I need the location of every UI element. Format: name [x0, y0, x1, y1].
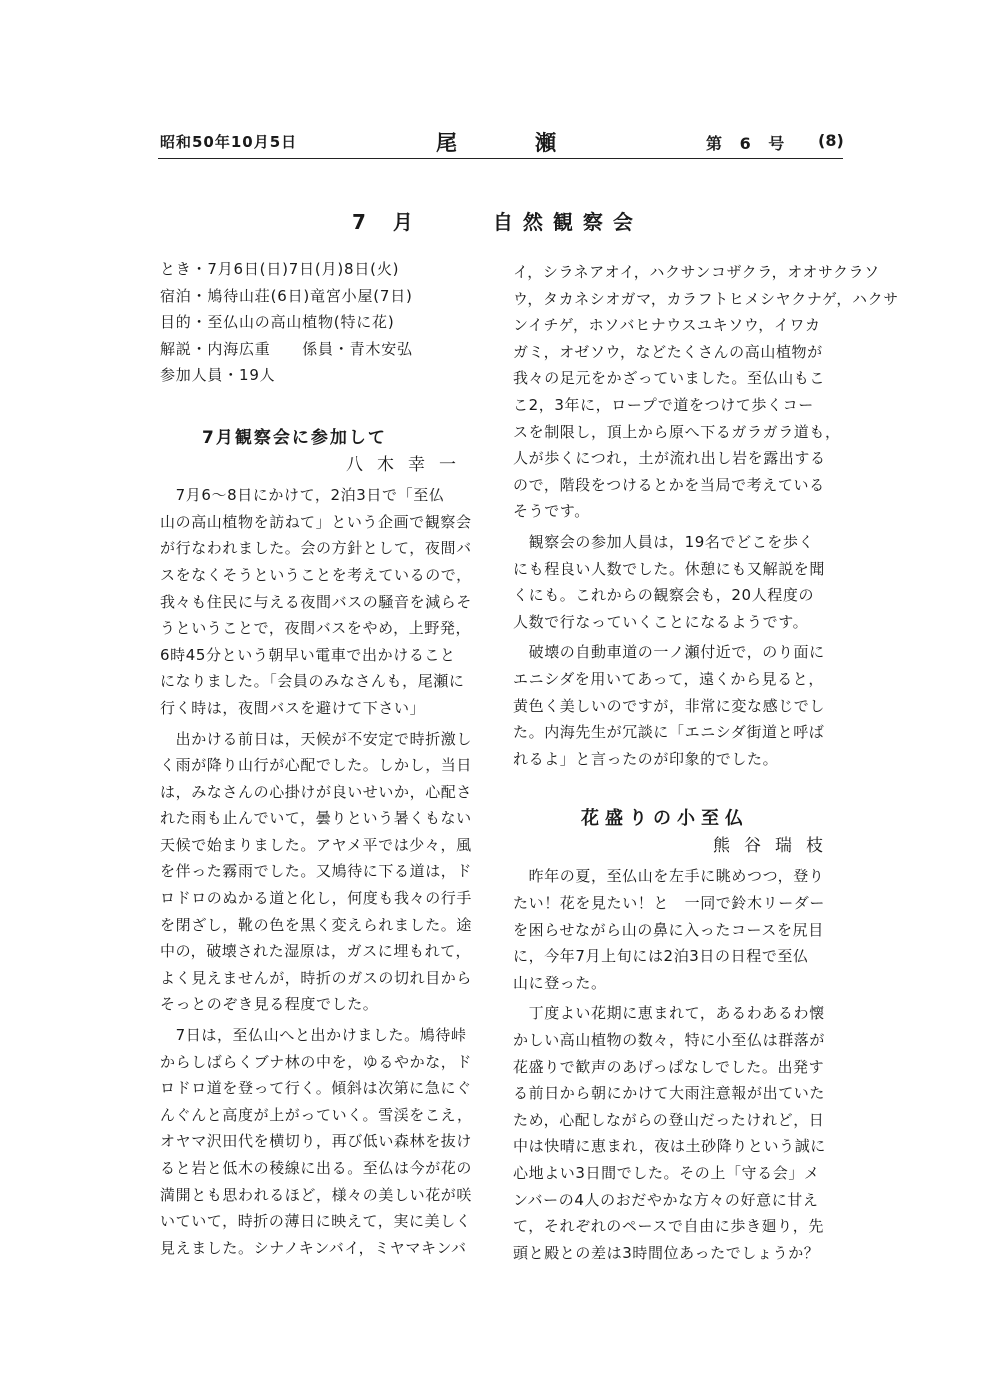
text-line: かしい高山植物の数々，特に小至仏は群落が — [513, 1031, 826, 1050]
text-line: こ2，3年に，ロープで道をつけて歩くコー — [513, 395, 814, 414]
text-line: ロドロのぬかる道と化し，何度も我々の行手 — [160, 889, 473, 908]
article-title: 花盛りの小至仏 — [581, 808, 749, 830]
event-info — [160, 256, 478, 389]
text-line: たい！花を見たい！と 一同で鈴木リーダー — [513, 894, 826, 913]
text-line: 昨年の夏，至仏山を左手に眺めつつ，登り — [513, 867, 825, 886]
text-line: くにも。これからの観察会も，20人程度の — [513, 586, 815, 605]
event-name: 自然観察会 — [492, 210, 643, 234]
event-month: 7 月 — [352, 210, 423, 234]
text-line: からしばらくブナ林の中を，ゆるやかな，ド — [160, 1052, 473, 1071]
text-line: は，みなさんの心掛けが良いせいか，心配さ — [160, 782, 473, 801]
text-line: よく見えませんが，時折のガスの切れ目から — [160, 968, 473, 987]
text-line: ウ，タカネシオガマ，カラフトヒメシヤクナゲ，ハクサ — [513, 289, 899, 308]
text-line: ため，心配しながらの登山だったけれど，日 — [513, 1110, 825, 1129]
text-line: 人が歩くにつれ，土が流れ出し岩を露出する — [513, 449, 826, 468]
text-line: 見えました。シナノキンバイ，ミヤマキンバ — [160, 1238, 467, 1257]
text-line: が行なわれました。会の方針として，夜間バ — [160, 539, 472, 558]
text-line: 中の，破壊された湿原は，ガスに埋もれて， — [160, 942, 472, 961]
page-number: (8) — [818, 131, 844, 150]
text-line: 天候で始まりました。アヤメ平では少々，風 — [160, 835, 472, 854]
text-line: ると岩と低木の稜線に出る。至仏は今が花の — [160, 1159, 473, 1177]
article-paragraph — [513, 529, 841, 635]
info-line: 宿泊・鳩待山荘(6日)竜宮小屋(7日) — [160, 286, 413, 305]
text-line: れるよ」と言ったのが印象的でした。 — [513, 749, 779, 768]
text-line: 我々の足元をかざっていました。至仏山もこ — [513, 369, 826, 388]
article-paragraph — [513, 863, 841, 996]
text-line: れた雨も止んでいて，曇りという暑くもない — [160, 809, 472, 828]
text-line: 破壊の自動車道の一ノ瀬付近で，のり面に — [513, 643, 825, 662]
text-line: 行く時は，夜間バスを避けて下さい」 — [160, 698, 426, 717]
text-line: 山に登った。 — [513, 973, 607, 992]
article-paragraph — [160, 726, 478, 1019]
text-line: を閉ざし，靴の色を黒く変えられました。途 — [160, 915, 473, 934]
header-divider — [158, 158, 843, 159]
text-line: ンイチゲ，ホソバヒナウスユキソウ，イワカ — [513, 316, 821, 335]
text-line: 中は快晴に恵まれ，夜は土砂降りという誠に — [513, 1137, 826, 1156]
text-line: 我々も住民に与える夜間バスの騒音を減らそ — [160, 592, 473, 611]
text-line: エニシダを用いてあって，遠くから見ると， — [513, 669, 824, 688]
article-author: 八木幸一 — [346, 454, 470, 475]
issue-number: 第 6 号 — [706, 134, 791, 153]
text-line: く雨が降り山行が心配でした。しかし，当日 — [160, 756, 473, 775]
issue-date: 昭和50年10月5日 — [160, 133, 298, 151]
text-line: 観察会の参加人員は，19名でどこを歩く — [513, 532, 815, 551]
text-line: ので，階段をつけるとかを当局で考えている — [513, 475, 825, 494]
text-line: になりました。「会員のみなさんも，尾瀬に — [160, 672, 465, 691]
text-line: イ，シラネアオイ，ハクサンコザクラ，オオサクラソ — [513, 263, 880, 281]
text-line: て，それぞれのペースで自由に歩き廻り，先 — [513, 1217, 824, 1236]
info-line: 目的・至仏山の高山植物(特に花) — [160, 313, 395, 332]
text-line: に，今年7月上旬には2泊3日の日程で至仏 — [513, 947, 809, 966]
text-line: 丁度よい花期に恵まれて，あるわあるわ懐 — [513, 1004, 825, 1023]
text-line: オヤマ沢田代を横切り，再び低い森林を抜け — [160, 1132, 473, 1151]
text-line: 頭と殿との差は3時間位あったでしょうか？ — [513, 1243, 820, 1262]
article-paragraph — [513, 259, 899, 525]
event-title — [352, 206, 643, 235]
text-line: スを制限し，頂上から原へ下るガラガラ道も， — [513, 422, 841, 441]
text-line: ロドロ道を登って行く。傾斜は次第に急にぐ — [160, 1079, 472, 1098]
left-column — [160, 256, 478, 1265]
text-line: を困らせながら山の鼻に入ったコースを尻目 — [513, 920, 824, 939]
text-line: 山の高山植物を訪ねて」という企画で観察会 — [160, 512, 472, 531]
article-title: 7月観察会に参加して — [202, 427, 387, 448]
text-line: いていて，時折の薄日に映えて，実に美しく — [160, 1212, 472, 1231]
text-line: 7日は，至仏山へと出かけました。鳩待峠 — [160, 1026, 467, 1045]
text-line: そうです。 — [513, 502, 590, 521]
text-line: ガミ，オゼソウ，などたくさんの高山植物が — [513, 342, 823, 361]
article-paragraph — [513, 639, 841, 772]
info-line: 参加人員・19人 — [160, 366, 276, 385]
info-line: とき・7月6日(日)7日(月)8日(火) — [160, 260, 400, 278]
text-line: る前日から朝にかけて大雨注意報が出ていた — [513, 1084, 826, 1103]
article-paragraph — [160, 1022, 478, 1261]
text-line: うということで，夜間バスをやめ，上野発， — [160, 619, 472, 638]
text-line: た。内海先生が冗談に「エニシダ街道と呼ば — [513, 723, 825, 742]
text-line: 出かける前日は，天候が不安定で時折激し — [160, 729, 473, 748]
newsletter-title-char-1: 尾 — [436, 131, 457, 155]
text-line: 心地よい3日間でした。その上「守る会」メ — [513, 1164, 820, 1182]
text-line: 6時45分という朝早い電車で出かけること — [160, 645, 456, 664]
newsletter-title-char-2: 瀬 — [535, 131, 556, 155]
text-line: 黄色く美しいのですが，非常に変な感じでし — [513, 696, 826, 715]
text-line: 7月6〜8日にかけて，2泊3日で「至仏 — [160, 486, 445, 505]
text-line: 満開とも思われるほど，様々の美しい花が咲 — [160, 1185, 473, 1204]
article-author: 熊谷瑞枝 — [713, 835, 837, 856]
article-paragraph — [513, 1000, 841, 1266]
text-line: スをなくそうということを考えているので， — [160, 565, 472, 584]
text-line: にも程良い人数でした。休憩にも又解説を聞 — [513, 559, 826, 578]
text-line: 花盛りで歓声のあげっぱなしでした。出発す — [513, 1057, 825, 1076]
text-line: ンバーの4人のおだやかな方々の好意に甘え — [513, 1190, 819, 1209]
info-line: 解説・内海広重 係員・青木安弘 — [160, 339, 413, 358]
right-column — [513, 259, 899, 1270]
article-paragraph — [160, 482, 478, 721]
text-line: 人数で行なっていくことになるようです。 — [513, 612, 809, 631]
text-line: を伴った霧雨でした。又鳩待に下る道は，ド — [160, 862, 473, 881]
text-line: んぐんと高度が上がっていく。雪渓をこえ， — [160, 1105, 473, 1124]
text-line: そっとのぞき見る程度でした。 — [160, 995, 379, 1014]
